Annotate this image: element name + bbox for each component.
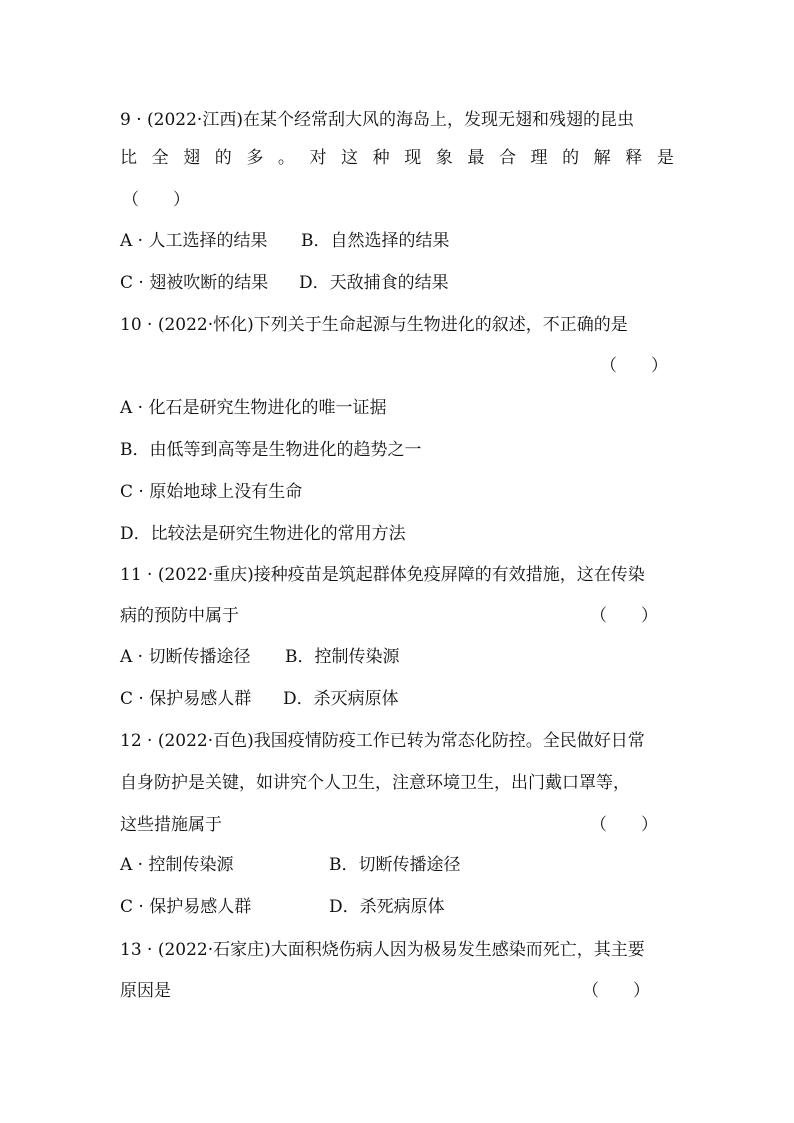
q9-char: 最 [467, 148, 485, 168]
q9-char: 这 [341, 148, 359, 168]
q9-option-d: D．天敌捕食的结果 [299, 273, 449, 293]
q11-stem-line1: 11 · (2022·重庆)接种疫苗是筑起群体免疫屏障的有效措施，这在传染 [120, 565, 645, 585]
q9-char: 是 [656, 148, 674, 168]
q9-char: 多 [246, 148, 264, 168]
q12-option-a: A · 控制传染源 [120, 855, 234, 875]
q9-char: 种 [372, 148, 390, 168]
q10-option-d: D．比较法是研究生物进化的常用方法 [120, 524, 406, 544]
q11-option-c: C · 保护易感人群 [120, 689, 252, 709]
q13-answer-paren: （ ） [582, 981, 650, 1001]
q12-answer-paren: （ ） [590, 815, 658, 835]
q9-char: 象 [435, 148, 453, 168]
q9-char: 释 [625, 148, 643, 168]
q9-char: 合 [498, 148, 516, 168]
q9-char: 的 [562, 148, 580, 168]
q9-stem-line2 [120, 147, 674, 169]
q11-stem-line2: 病的预防中属于 [120, 606, 239, 626]
q11-answer-paren: （ ） [590, 606, 658, 626]
q11-option-b: B．控制传染源 [285, 647, 400, 667]
q9-option-a: A · 人工选择的结果 [120, 231, 268, 251]
q9-char: 比 [120, 148, 137, 168]
q9-char: 对 [309, 148, 327, 168]
q12-stem-line2: 自身防护是关键，如讲究个人卫生，注意环境卫生，出门戴口罩等， [120, 773, 630, 793]
q10-answer-paren: （ ） [600, 356, 668, 376]
q13-stem-line2: 原因是 [120, 981, 171, 1001]
q12-option-b: B．切断传播途径 [329, 855, 461, 875]
q9-char: 现 [404, 148, 422, 168]
q10-option-b: B．由低等到高等是生物进化的趋势之一 [120, 440, 422, 460]
q9-answer-paren: （ ） [122, 190, 190, 210]
q9-stem-line1: 9 · (2022·江西)在某个经常刮大风的海岛上，发现无翅和残翅的昆虫 [120, 110, 634, 130]
q11-option-a: A · 切断传播途径 [120, 647, 251, 667]
q11-option-d: D．杀灭病原体 [283, 689, 399, 709]
q9-char: 的 [214, 148, 232, 168]
q12-stem-line1: 12 · (2022·百色)我国疫情防疫工作已转为常态化防控。全民做好日常 [120, 731, 645, 751]
q9-char: 全 [151, 148, 169, 168]
q12-option-d: D．杀死病原体 [329, 897, 445, 917]
q10-option-c: C · 原始地球上没有生命 [120, 482, 303, 502]
q12-stem-line3: 这些措施属于 [120, 815, 222, 835]
q9-option-c: C · 翅被吹断的结果 [120, 273, 269, 293]
q12-option-c: C · 保护易感人群 [120, 897, 252, 917]
q9-char: 理 [530, 148, 548, 168]
q9-option-b: B．自然选择的结果 [301, 231, 450, 251]
q13-stem-line1: 13 · (2022·石家庄)大面积烧伤病人因为极易发生感染而死亡，其主要 [120, 940, 645, 960]
q10-option-a: A · 化石是研究生物进化的唯一证据 [120, 398, 387, 418]
q10-stem-line1: 10 · (2022·怀化)下列关于生命起源与生物进化的叙述，不正确的是 [120, 315, 628, 335]
q9-char: 翅 [183, 148, 201, 168]
q9-char: 解 [593, 148, 611, 168]
q9-char: 。 [277, 148, 295, 168]
